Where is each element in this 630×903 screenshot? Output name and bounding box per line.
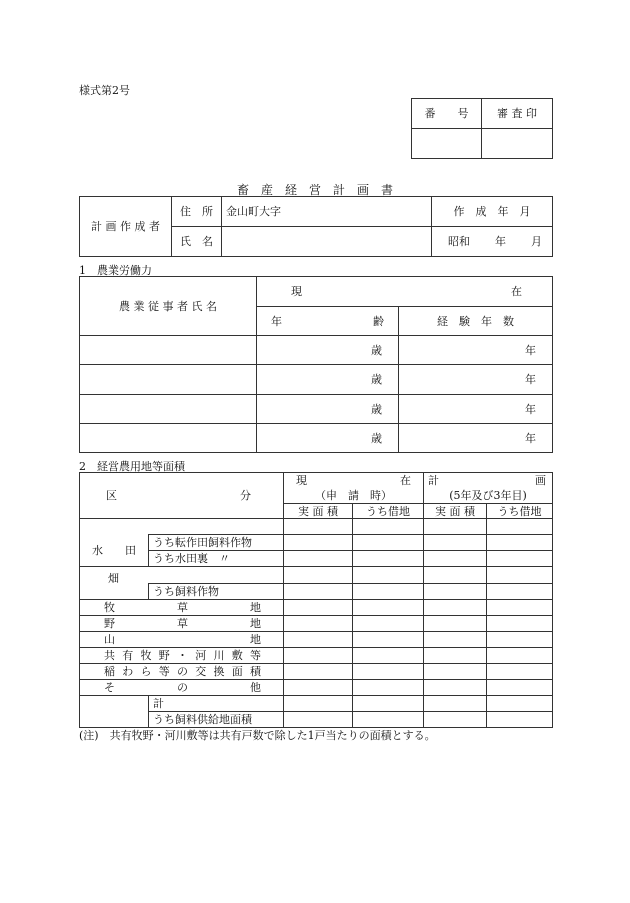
feed-supply-label: うち飼料供給地面積 [149,712,284,728]
value-cell[interactable] [487,535,553,551]
age-header [257,307,399,336]
paddy-sub2-label: うち水田裏 〃 [149,551,284,567]
forest-label: 山 地 [80,632,284,648]
value-cell[interactable] [487,648,553,664]
value-cell[interactable] [353,648,424,664]
total-label: 計 [149,696,284,712]
planner-label: 計 画 作 成 者 [80,197,172,257]
form-number: 様式第2号 [79,84,130,97]
value-cell[interactable] [284,712,353,728]
value-cell[interactable] [424,600,487,616]
field-block [80,567,284,600]
value-cell[interactable] [487,712,553,728]
paddy-sub1-label: うち転作田飼料作物 [149,535,284,551]
value-cell[interactable] [424,616,487,632]
value-cell[interactable] [284,551,353,567]
value-cell[interactable] [424,583,487,600]
age-cell[interactable]: 歳 [257,424,399,453]
value-cell[interactable] [487,600,553,616]
page-title: 畜 産 経 営 計 画 書 [236,183,393,197]
leased-header: うち借地 [353,504,424,519]
value-cell[interactable] [353,664,424,680]
value-cell[interactable] [353,616,424,632]
value-cell[interactable] [424,696,487,712]
current-left: 現 [291,285,302,298]
age-cell[interactable]: 歳 [257,336,399,365]
plan-right: 画 [535,474,546,488]
value-cell[interactable] [487,583,553,600]
common-pasture-label: 共 有 牧 野 ・ 河 川 敷 等 [80,648,284,664]
current-header [257,277,553,307]
value-cell[interactable] [353,680,424,696]
paddy-label: 水 田 [80,535,149,567]
name-label: 氏 名 [172,227,222,257]
labor-table [79,276,553,453]
value-cell[interactable] [487,616,553,632]
experience-cell[interactable]: 年 [399,424,553,453]
value-cell[interactable] [284,535,353,551]
value-cell[interactable] [487,567,553,584]
review-stamp-label: 審 査 印 [482,99,553,129]
other-label: そ の 他 [80,680,284,696]
value-cell[interactable] [487,664,553,680]
value-cell[interactable] [424,567,487,584]
month-label: 月 [531,235,542,248]
age-cell[interactable]: 歳 [257,365,399,395]
address-label: 住 所 [172,197,222,227]
age-left: 年 [271,314,282,328]
value-cell[interactable] [353,551,424,567]
value-cell[interactable] [284,648,353,664]
field-sub-label: うち飼料作物 [148,583,283,599]
worker-name-cell[interactable] [80,395,257,424]
field-label: 畑 [108,572,119,585]
experience-cell[interactable]: 年 [399,395,553,424]
paddy-spacer [80,519,284,535]
leased-header: うち借地 [487,504,553,519]
current-right: 在 [400,474,411,488]
value-cell[interactable] [284,600,353,616]
created-label: 作 成 年 月 [432,197,553,227]
number-cell[interactable] [412,129,482,159]
current-sub: （申 請 時） [284,489,424,504]
value-cell[interactable] [424,535,487,551]
wild-grass-label: 野 草 地 [80,616,284,632]
era-label: 昭和 [448,235,470,248]
experience-header: 経 験 年 数 [399,307,553,336]
age-cell[interactable]: 歳 [257,395,399,424]
value-cell[interactable] [424,648,487,664]
plan-left: 計 [428,474,439,488]
value-cell[interactable] [487,632,553,648]
straw-exchange-label: 稲 わ ら 等 の 交 換 面 積 [80,664,284,680]
worker-name-cell[interactable] [80,336,257,365]
pasture-label: 牧 草 地 [80,600,284,616]
footnote: (注) 共有牧野・河川敷等は共有戸数で除した1戸当たりの面積とする。 [79,729,436,742]
value-cell[interactable] [424,712,487,728]
stamp-cell[interactable] [482,129,553,159]
value-cell[interactable] [284,664,353,680]
plan-sub: (5年及び3年目) [424,489,553,504]
current-right: 在 [511,285,522,298]
value-cell[interactable] [284,680,353,696]
section1-heading: 1 農業労働力 [79,264,152,277]
land-table [79,472,553,728]
value-cell[interactable] [284,567,353,584]
actual-area-header: 実 面 積 [424,504,487,519]
value-cell[interactable] [353,535,424,551]
value-cell[interactable] [424,632,487,648]
value-cell[interactable] [353,583,424,600]
header-table [79,196,553,257]
value-cell[interactable] [487,519,553,535]
value-cell[interactable] [284,583,353,600]
number-label: 番 号 [412,99,482,129]
year-label: 年 [495,235,506,248]
value-cell[interactable] [424,551,487,567]
experience-cell[interactable]: 年 [399,336,553,365]
age-right: 齢 [373,314,384,328]
value-cell[interactable] [284,696,353,712]
category-right: 分 [240,489,251,502]
category-header [80,473,284,519]
name-value[interactable] [222,227,432,257]
value-cell[interactable] [353,567,424,584]
value-cell[interactable] [487,696,553,712]
worker-name-cell[interactable] [80,424,257,453]
worker-name-header: 農 業 従 事 者 氏 名 [80,277,257,336]
value-cell[interactable] [424,519,487,535]
value-cell[interactable] [284,632,353,648]
actual-area-header: 実 面 積 [284,504,353,519]
stamp-box [411,98,553,159]
value-cell[interactable] [353,600,424,616]
category-left: 区 [106,489,117,502]
value-cell[interactable] [353,519,424,535]
section2-heading: 2 経営農用地等面積 [79,460,185,473]
current-left: 現 [296,474,307,488]
experience-cell[interactable]: 年 [399,365,553,395]
value-cell[interactable] [487,680,553,696]
value-cell[interactable] [487,551,553,567]
value-cell[interactable] [353,712,424,728]
address-value[interactable]: 金山町大字 [222,197,432,227]
plan-header [424,473,553,489]
value-cell[interactable] [353,632,424,648]
value-cell[interactable] [424,680,487,696]
value-cell[interactable] [284,616,353,632]
value-cell[interactable] [424,664,487,680]
current-header [284,473,424,489]
created-date[interactable] [432,227,553,257]
worker-name-cell[interactable] [80,365,257,395]
value-cell[interactable] [284,519,353,535]
value-cell[interactable] [353,696,424,712]
